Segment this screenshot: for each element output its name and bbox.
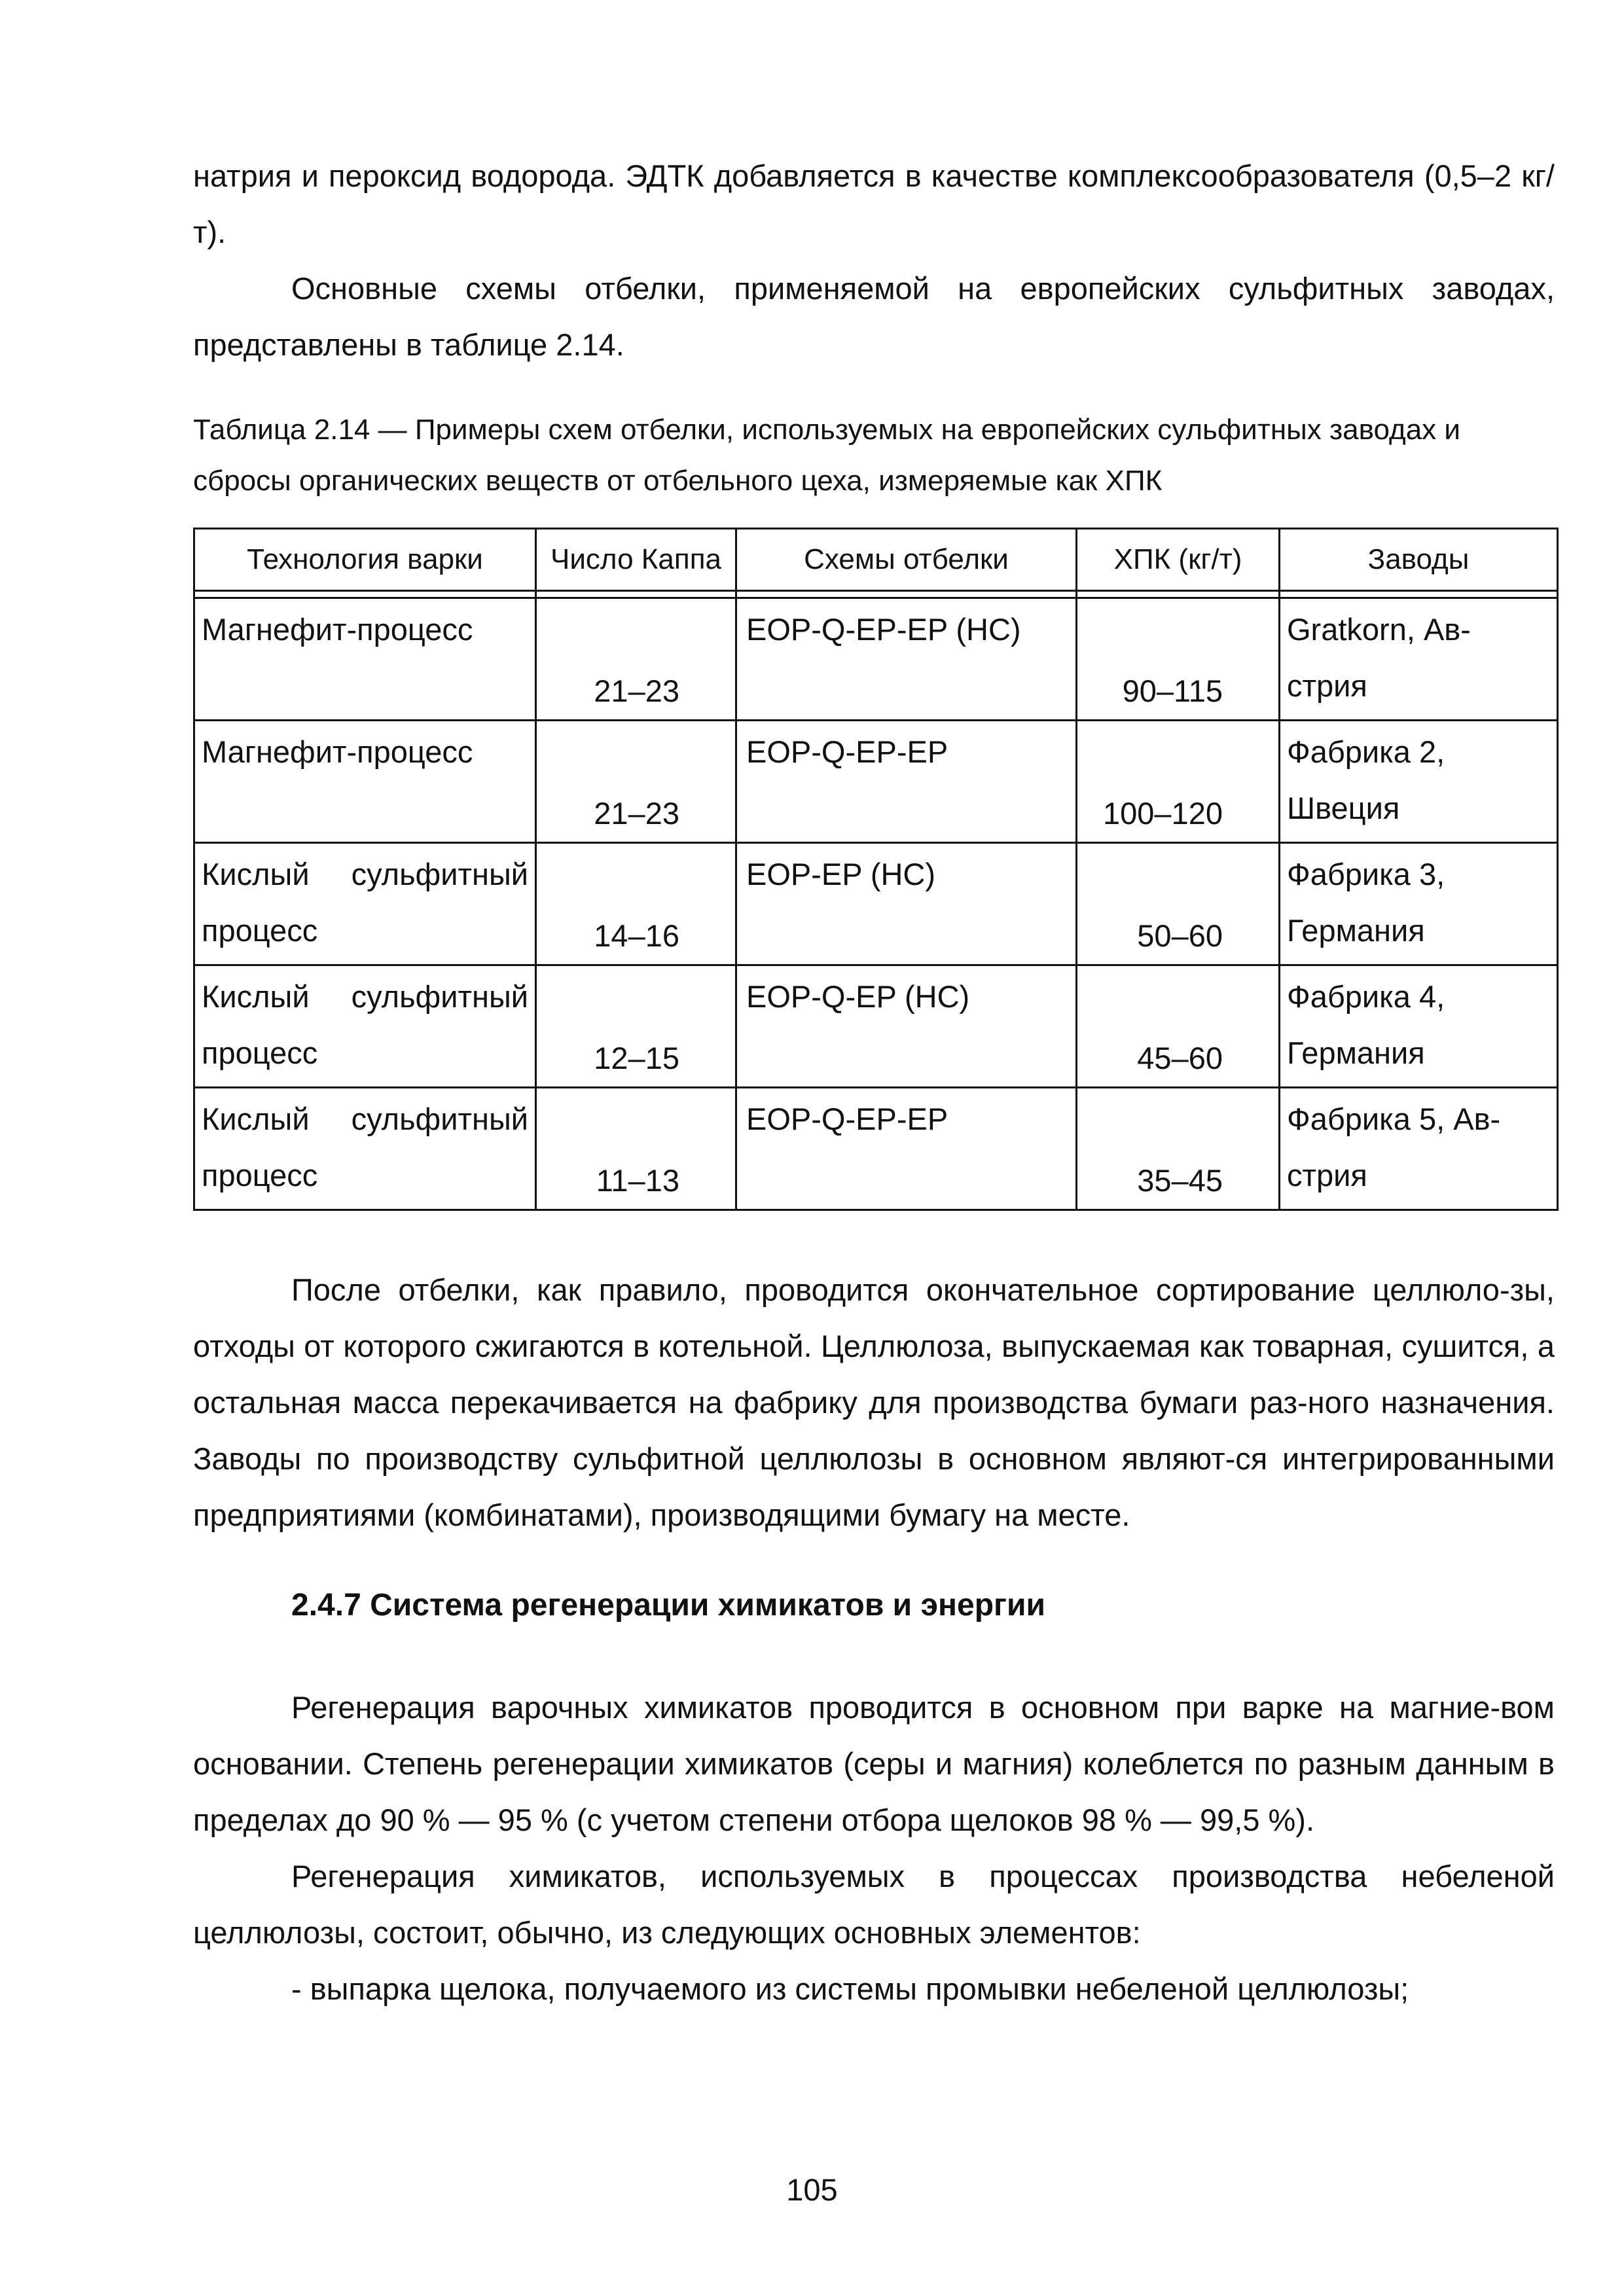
list-item: - выпарка щелока, получаемого из системы промывки небеленой целлюлозы; <box>291 1971 1409 2006</box>
cell-tech: Магнефит-процесс <box>194 598 536 721</box>
header-scheme: Схемы отбелки <box>736 529 1077 591</box>
header-plant: Заводы <box>1280 529 1558 591</box>
bleaching-schemes-table <box>193 528 1559 1211</box>
cell-plant: Фабрика 4, Германия <box>1280 965 1558 1088</box>
cell-plant: Фабрика 5, Ав-стрия <box>1280 1088 1558 1210</box>
section-heading: 2.4.7 Система регенерации химикатов и энергии <box>291 1588 1046 1623</box>
table-row <box>194 721 1558 843</box>
header-kappa: Число Каппа <box>536 529 736 591</box>
cell-kappa: 14–16 <box>536 843 736 965</box>
table-row <box>194 1088 1558 1210</box>
cell-cod: 35–45 <box>1077 1088 1280 1210</box>
cell-scheme: EOP-Q-EP-EP <box>736 721 1077 843</box>
cell-kappa: 11–13 <box>536 1088 736 1210</box>
intro-paragraph-1: натрия и пероксид водорода. ЭДТК добавляется в качестве комплексообразователя (0,5–2 кг/т). <box>193 158 1555 249</box>
cell-scheme: EOP-EP (HC) <box>736 843 1077 965</box>
cell-scheme: EOP-Q-EP-EP (HC) <box>736 598 1077 721</box>
cell-tech: Кислый сульфитный процесс <box>194 843 536 965</box>
intro-paragraph-2: Основные схемы отбелки, применяемой на европейских сульфитных заводах, представлены в таблице 2.14. <box>193 271 1555 362</box>
cell-cod: 100–120 <box>1077 721 1280 843</box>
cell-cod: 90–115 <box>1077 598 1280 721</box>
table-row <box>194 843 1558 965</box>
table-row <box>194 965 1558 1088</box>
cell-cod: 50–60 <box>1077 843 1280 965</box>
table-header-row <box>194 529 1558 591</box>
table-row <box>194 598 1558 721</box>
cell-plant: Фабрика 2, Швеция <box>1280 721 1558 843</box>
regeneration-paragraph-1: Регенерация варочных химикатов проводится в основном при варке на магние-вом основании. Степень регенерации химикатов (серы и магния) колеблется по разным данным в пределах до 90 % — 95 % (с учетом степени отбора щелоков 98 % — 99,5 %). <box>193 1690 1555 1837</box>
header-separator <box>194 591 1558 598</box>
table-caption: Таблица 2.14 — Примеры схем отбелки, используемых на европейских сульфитных заводах и сбросы органических веществ от отбельного цеха, измеряемые как ХПК <box>193 414 1460 497</box>
cell-tech: Кислый сульфитный процесс <box>194 965 536 1088</box>
cell-plant: Фабрика 3, Германия <box>1280 843 1558 965</box>
page-number: 105 <box>786 2172 838 2207</box>
cell-tech: Кислый сульфитный процесс <box>194 1088 536 1210</box>
cell-scheme: EOP-Q-EP-EP <box>736 1088 1077 1210</box>
header-cod: ХПК (кг/т) <box>1077 529 1280 591</box>
after-table-paragraph: После отбелки, как правило, проводится окончательное сортирование целлюло-зы, отходы от которого сжигаются в котельной. Целлюлоза, выпускаемая как товарная, сушится, а остальная масса перекачивается на фабрику для производства бумаги раз-ного назначения. Заводы по производству сульфитной целлюлозы в основном являют-ся интегрированными предприятиями (комбинатами), производящими бумагу на месте. <box>193 1272 1555 1532</box>
header-tech: Технология варки <box>194 529 536 591</box>
cell-scheme: EOP-Q-EP (HC) <box>736 965 1077 1088</box>
cell-plant: Gratkorn, Ав-стрия <box>1280 598 1558 721</box>
cell-tech: Магнефит-процесс <box>194 721 536 843</box>
regeneration-paragraph-2: Регенерация химикатов, используемых в процессах производства небеленой целлюлозы, состоит, обычно, из следующих основных элементов: <box>193 1859 1555 1950</box>
cell-kappa: 21–23 <box>536 721 736 843</box>
cell-kappa: 12–15 <box>536 965 736 1088</box>
cell-kappa: 21–23 <box>536 598 736 721</box>
cell-cod: 45–60 <box>1077 965 1280 1088</box>
